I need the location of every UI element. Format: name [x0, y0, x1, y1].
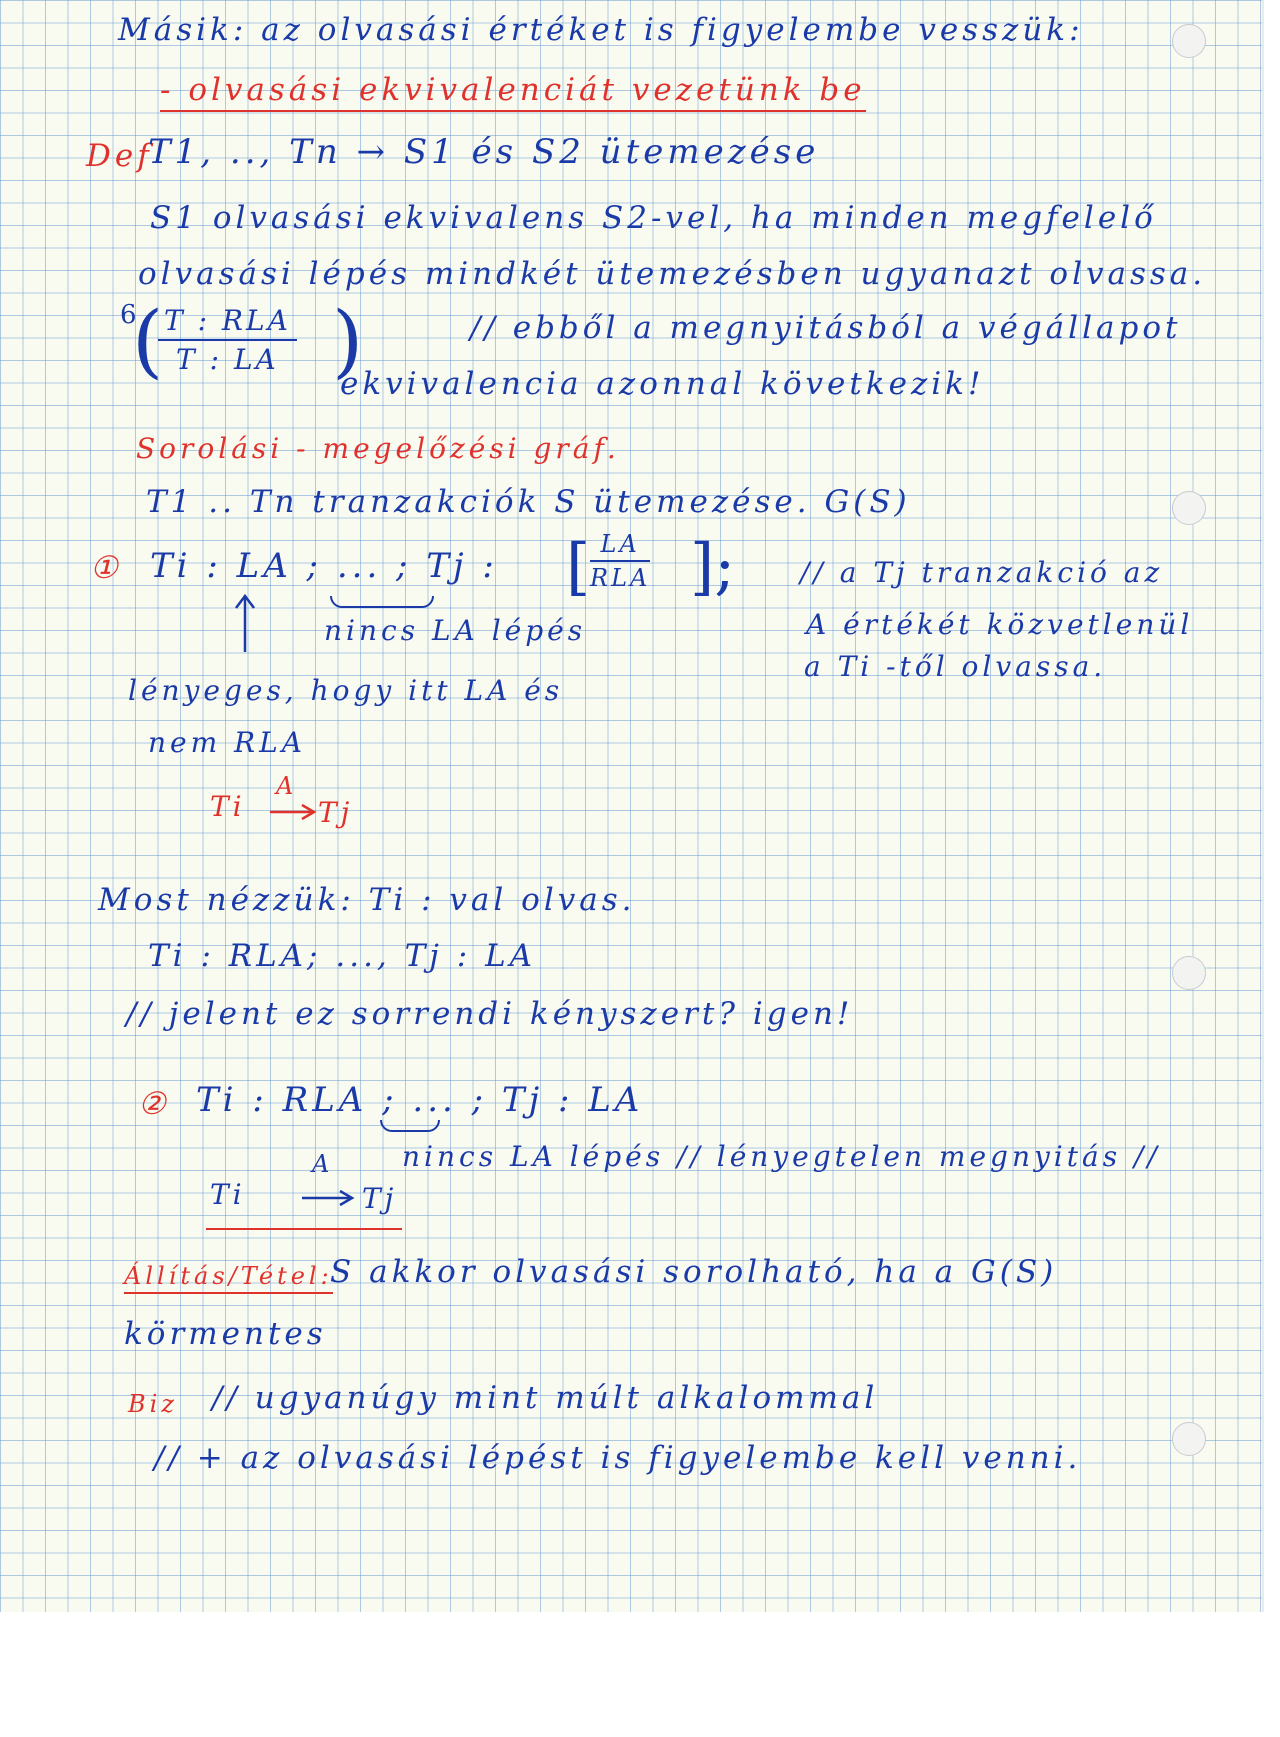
note-prefix: 6 — [120, 300, 137, 330]
red-underline — [206, 1228, 402, 1230]
theorem-label-text: Állítás/Tétel: — [124, 1262, 333, 1294]
side-note: // a Tj tranzakció az — [800, 556, 1164, 589]
note-line: S akkor olvasási sorolható, ha a G(S) — [330, 1254, 1058, 1290]
edge-source: Ti — [210, 1178, 246, 1211]
fraction-numerator: LA — [590, 530, 650, 562]
note-line: Ti : RLA ; ... ; Tj : LA — [196, 1080, 644, 1120]
left-paren: ( — [132, 294, 164, 387]
right-arrow-icon — [268, 802, 318, 822]
section-heading: Sorolási - megelőzési gráf. — [136, 432, 620, 465]
note-line: nincs LA lépés // lényegtelen megnyitás // — [402, 1140, 1161, 1173]
binder-hole — [1172, 491, 1206, 525]
note-line: nincs LA lépés — [324, 614, 587, 647]
edge-label: A — [276, 772, 298, 800]
left-bracket: [ — [566, 530, 591, 603]
right-paren: ) — [332, 294, 364, 387]
note-line: T1 .. Tn tranzakciók S ütemezése. G(S) — [146, 484, 911, 520]
note-line: Másik: az olvasási értéket is figyelembe vesszük: — [118, 12, 1084, 48]
edge-source: Ti — [210, 790, 246, 823]
underbrace — [330, 596, 434, 608]
note-line: Ti : RLA; ..., Tj : LA — [148, 938, 537, 974]
proof-label: Biz — [128, 1390, 178, 1418]
fraction-denominator: T : LA — [176, 343, 279, 376]
edge-label: A — [312, 1150, 334, 1178]
note-line: lényeges, hogy itt LA és — [128, 674, 564, 707]
side-note: a Ti -től olvassa. — [804, 650, 1107, 683]
right-arrow-icon — [300, 1188, 356, 1208]
note-line: ekvivalencia azonnal következik! — [340, 366, 985, 402]
note-line: nem RLA — [148, 726, 306, 759]
edge-target: Tj — [318, 796, 354, 829]
circled-number: ① — [90, 550, 122, 586]
note-line: // ebből a megnyitásból a végállapot — [470, 310, 1182, 346]
circled-number: ② — [138, 1086, 170, 1122]
binder-hole — [1172, 24, 1206, 58]
fraction-denominator: RLA — [590, 564, 651, 592]
edge-target: Tj — [362, 1182, 398, 1215]
binder-hole — [1172, 1422, 1206, 1456]
note-line: // jelent ez sorrendi kényszert? igen! — [126, 996, 854, 1032]
note-line: Most nézzük: Ti : val olvas. — [98, 882, 636, 918]
fraction-t-rla-over-t-la — [158, 304, 297, 376]
note-line: körmentes — [124, 1316, 327, 1352]
underbrace — [380, 1120, 440, 1132]
note-line: // ugyanúgy mint múlt alkalommal — [212, 1380, 879, 1416]
note-line: Ti : LA ; ... ; Tj : — [150, 546, 498, 586]
right-bracket: ]; — [690, 530, 736, 603]
note-line — [160, 72, 866, 108]
note-line: // + az olvasási lépést is figyelembe kell venni. — [154, 1440, 1082, 1476]
def-label: Def — [86, 138, 153, 174]
fraction-la-over-rla — [590, 530, 650, 592]
note-line: T1, .., Tn → S1 és S2 ütemezése — [148, 132, 820, 172]
note-line-text: - olvasási ekvivalenciát vezetünk be — [160, 72, 866, 112]
note-line: S1 olvasási ekvivalens S2-vel, ha minden megfelelő — [150, 200, 1157, 236]
up-arrow-icon — [230, 592, 260, 654]
binder-hole — [1172, 956, 1206, 990]
theorem-label — [124, 1262, 333, 1290]
side-note: A értékét közvetlenül — [806, 608, 1194, 641]
fraction-numerator: T : RLA — [158, 304, 297, 341]
note-line: olvasási lépés mindkét ütemezésben ugyanazt olvassa. — [138, 256, 1207, 292]
